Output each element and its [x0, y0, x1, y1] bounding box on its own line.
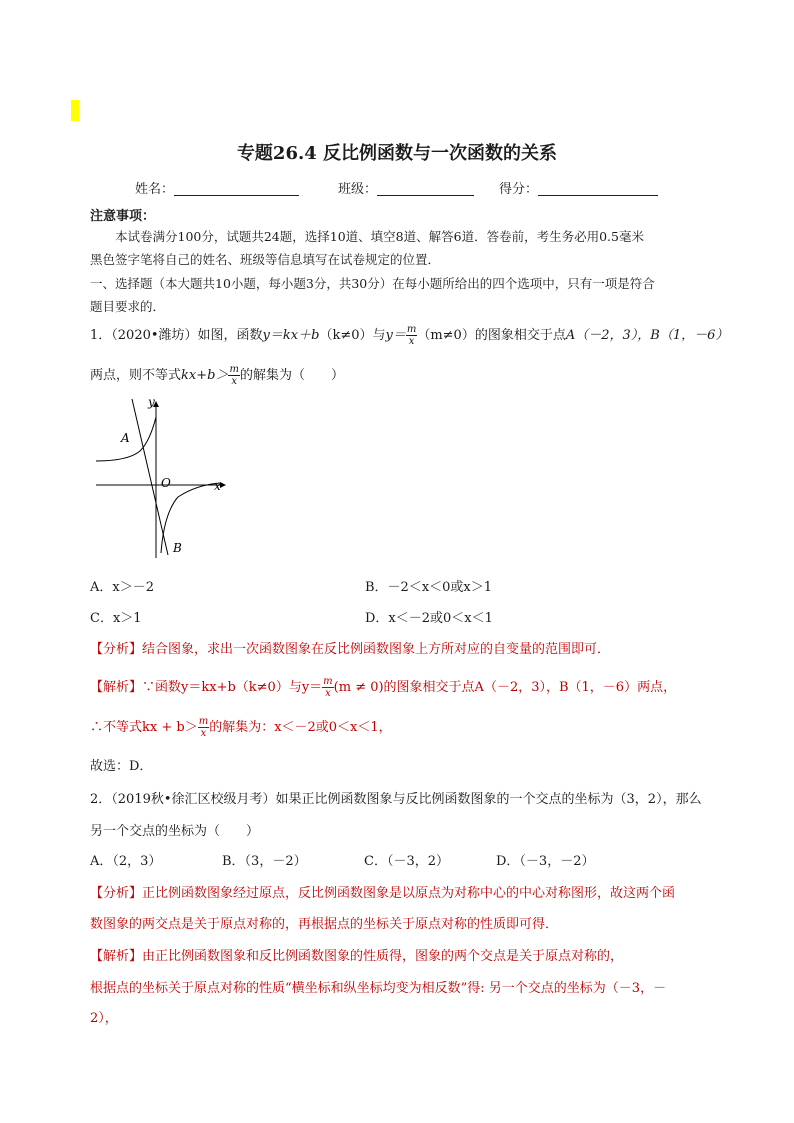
frac-den: x: [408, 336, 415, 347]
solution-text-1: 由正比例函数图象和反比例函数图象的性质得，图象的两个交点是关于原点对称的，: [142, 949, 624, 964]
analysis-text: 结合图象，求出一次函数图象在反比例函数图象上方所对应的自变量的范围即可．: [142, 642, 611, 657]
q1-analysis: [90, 638, 610, 657]
q1-function-graph: [88, 393, 228, 561]
q1-cond-2: （m≠0）的图象相交于点: [417, 328, 566, 343]
q1-fraction: [406, 324, 417, 347]
q1-point-b: B（1，－6）: [650, 328, 729, 343]
solution-tag: 【解析】: [90, 680, 143, 695]
page-title: 专题26.4 反比例函数与一次函数的关系: [236, 143, 558, 164]
notice-line-1: 本试卷满分100分，试题共24题，选择10道、填空8道、解答6道．答卷前，考生务必用0.5毫米: [115, 229, 644, 244]
solution-fraction: [322, 676, 333, 699]
hyperbola-branch-right: [161, 483, 220, 553]
q2-solution-line-3: 2），: [90, 1011, 118, 1026]
solution-text-2b: 的解集为：x＜－2或0＜x＜1，: [209, 720, 392, 735]
q2-option-c[interactable]: C．（－3，2）: [364, 854, 449, 869]
solution-text-2a: ∴不等式kx + b＞: [90, 720, 198, 735]
frac-num: m: [323, 676, 333, 687]
class-label: 班级：: [338, 182, 378, 197]
q1-fraction-2: [228, 364, 239, 387]
q2-option-b[interactable]: B．（3，－2）: [222, 854, 307, 869]
q1-inequality: kx+b＞: [181, 368, 229, 383]
x-axis-label: x: [214, 479, 221, 493]
analysis-text-1: 正比例函数图象经过原点，反比例函数图象是以原点为对称中心的中心对称图形，故这两个函: [142, 886, 676, 901]
q1-option-b[interactable]: B．－2＜x＜0或x＞1: [365, 580, 493, 595]
q1-option-c[interactable]: C．x＞1: [90, 611, 142, 626]
q2-stem-text: （2019秋•徐汇区校级月考）如果正比例函数图象与反比例函数图象的一个交点的坐标为（3，2），那么: [111, 792, 702, 807]
q1-point-a: A（－2，3），: [565, 328, 651, 343]
q1-stem-line-1: [90, 324, 728, 347]
q2-analysis-line-2: 数图象的两交点是关于原点对称的，再根据点的坐标关于原点对称的性质即可得．: [90, 917, 559, 932]
q2-stem-line-1: [90, 788, 702, 807]
point-b-label: B: [173, 541, 182, 555]
class-blank[interactable]: [377, 181, 474, 196]
frac-den: x: [231, 376, 238, 387]
analysis-tag: 【分析】: [90, 642, 143, 657]
x-axis-arrow: [220, 482, 226, 488]
q1-stem-line-2: [90, 364, 344, 387]
notice-line-2: 黑色签字笔将自己的姓名、班级等信息填写在试卷规定的位置．: [90, 252, 441, 267]
notice-title: 注意事项：: [90, 209, 156, 224]
highlight-marker: [71, 100, 79, 121]
score-label: 得分：: [499, 182, 539, 197]
q2-number: 2．: [90, 792, 112, 807]
score-blank[interactable]: [538, 181, 658, 196]
name-label: 姓名：: [135, 182, 175, 197]
q2-solution-line-2: 根据点的坐标关于原点对称的性质“横坐标和纵坐标均变为相反数”得: 另一个交点的坐标为（－3，－: [90, 981, 667, 996]
q1-answer: 故选：D．: [90, 759, 153, 774]
q1-solution-line-2: [90, 716, 392, 739]
q1-number: 1．: [90, 328, 112, 343]
analysis-tag: 【分析】: [90, 886, 143, 901]
q2-option-d[interactable]: D．（－3，－2）: [496, 854, 595, 869]
q1-option-d[interactable]: D．x＜－2或0＜x＜1: [365, 611, 493, 626]
name-blank[interactable]: [174, 181, 299, 196]
solution-text-1a: ∵函数y＝kx+b（k≠0）与y＝: [142, 680, 323, 695]
score-field: [499, 178, 658, 197]
name-field: [135, 178, 299, 197]
class-field: [338, 178, 474, 197]
q1-line2a: 两点，则不等式: [90, 368, 182, 383]
solution-text-1b: (m ≠ 0)的图象相交于点A（－2，3），B（1，－6）两点，: [333, 680, 677, 695]
point-a-label: A: [121, 431, 130, 445]
y-axis-label: y: [148, 395, 155, 409]
solution-tag: 【解析】: [90, 949, 143, 964]
q2-stem-line-2: 另一个交点的坐标为（ ）: [90, 824, 260, 839]
section-heading-1: 一、选择题（本大题共10小题，每小题3分，共30分）在每小题所给出的四个选项中，只有一项是符合: [90, 276, 655, 291]
frac-den: x: [200, 728, 207, 739]
q1-cond-1: （k≠0）与: [319, 328, 386, 343]
origin-label: O: [161, 476, 171, 490]
q2-analysis-line-1: [90, 882, 675, 901]
q2-option-a[interactable]: A．（2，3）: [90, 854, 162, 869]
q2-solution-line-1: [90, 945, 623, 964]
q1-option-a[interactable]: A．x＞－2: [90, 580, 154, 595]
frac-den: x: [325, 688, 331, 699]
q1-linear-eq: y＝kx＋b: [262, 328, 320, 343]
frac-num: m: [198, 716, 209, 727]
q1-line2b: 的解集为（ ）: [239, 368, 344, 383]
solution-fraction-2: [198, 716, 209, 739]
frac-num: m: [406, 324, 417, 335]
frac-num: m: [229, 364, 239, 375]
section-heading-2: 题目要求的．: [90, 299, 166, 314]
q1-solution-line-1: [90, 676, 676, 699]
q1-source: （2020•潍坊）如图，函数: [111, 328, 263, 343]
q1-y-eq: y＝: [385, 328, 406, 343]
